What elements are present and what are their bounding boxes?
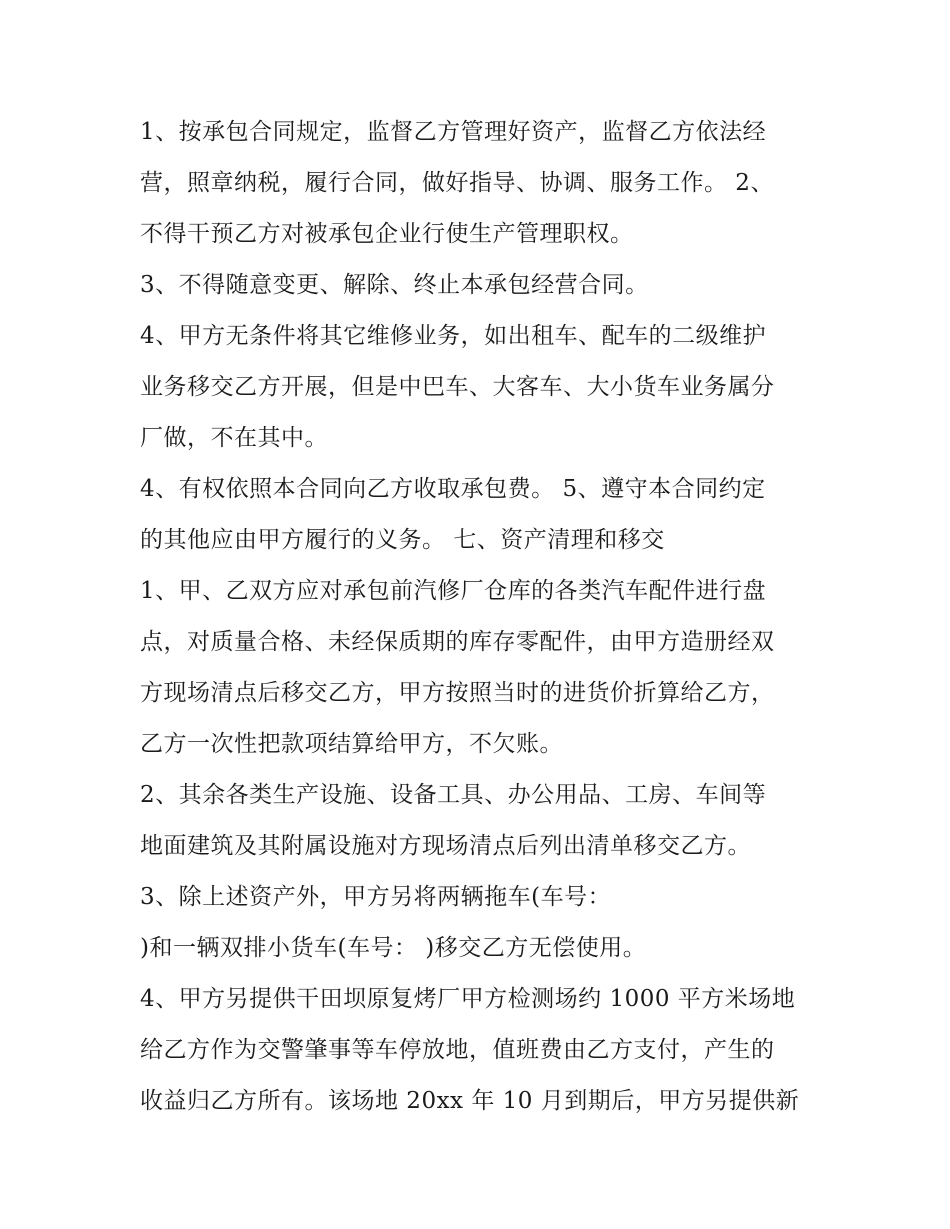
text-line: 3、不得随意变更、解除、终止本承包经营合同。 xyxy=(140,272,649,298)
text-line: 不得干预乙方对被承包企业行使生产管理职权。 xyxy=(140,221,634,247)
text-line: 点，对质量合格、未经保质期的库存零配件，由甲方造册经双 xyxy=(140,629,775,655)
text-line: 4、有权依照本合同向乙方收取承包费。 5、遵守本合同约定 xyxy=(140,476,766,502)
text-line: 1、甲、乙双方应对承包前汽修厂仓库的各类汽车配件进行盘 xyxy=(140,578,767,604)
text-line: 业务移交乙方开展，但是中巴车、大客车、大小货车业务属分 xyxy=(140,374,775,400)
document-body xyxy=(140,107,830,1127)
text-line: 4、甲方无条件将其它维修业务，如出租车、配车的二级维护 xyxy=(140,323,767,349)
text-line: 厂做，不在其中。 xyxy=(140,425,328,451)
text-line: 收益归乙方所有。该场地 20xx 年 10 月到期后，甲方另提供新 xyxy=(140,1088,800,1114)
text-line: 4、甲方另提供干田坝原复烤厂甲方检测场约 1000 平方米场地 xyxy=(140,986,796,1012)
text-line: 2、其余各类生产设施、设备工具、办公用品、工房、车间等 xyxy=(140,782,767,808)
text-line: 1、按承包合同规定，监督乙方管理好资产，监督乙方依法经 xyxy=(140,119,767,145)
text-line: 3、除上述资产外，甲方另将两辆拖车(车号： xyxy=(140,884,612,910)
text-line: 方现场清点后移交乙方，甲方按照当时的进货价折算给乙方， xyxy=(140,680,775,706)
text-line: 营，照章纳税，履行合同，做好指导、协调、服务工作。 2、 xyxy=(140,170,774,196)
text-line: 给乙方作为交警肇事等车停放地，值班费由乙方支付，产生的 xyxy=(140,1037,775,1063)
text-line: 地面建筑及其附属设施对方现场清点后列出清单移交乙方。 xyxy=(140,833,751,859)
text-line: 乙方一次性把款项结算给甲方，不欠账。 xyxy=(140,731,563,757)
text-line: 的其他应由甲方履行的义务。 七、资产清理和移交 xyxy=(140,527,665,553)
text-line: )和一辆双排小货车(车号： )移交乙方无偿使用。 xyxy=(140,935,647,961)
